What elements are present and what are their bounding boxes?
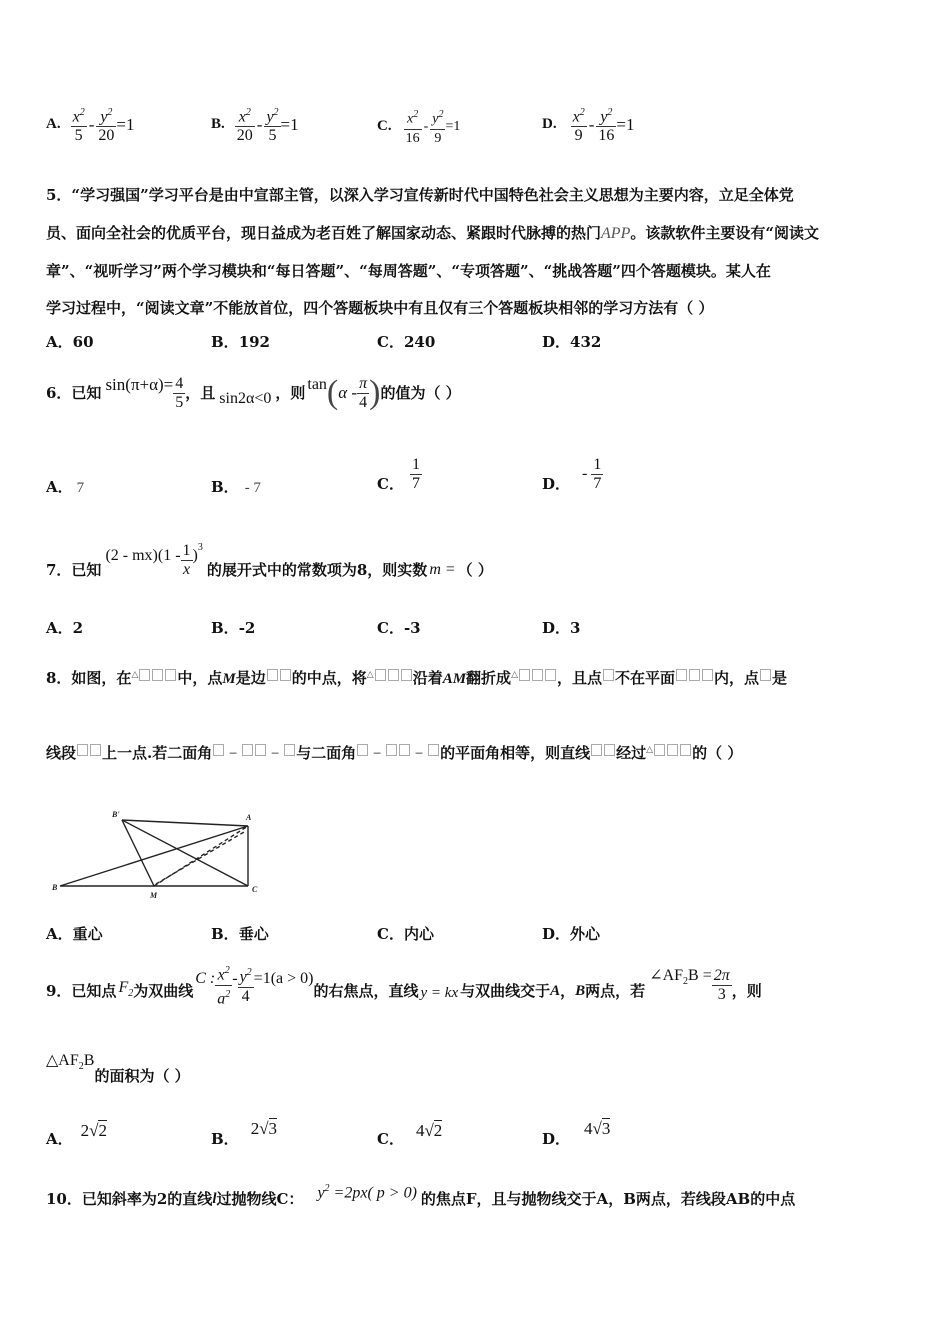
q4-options <box>0 98 950 158</box>
fraction: $\frac{1}{x}$ <box>182 541 191 578</box>
q9-option-d[interactable]: D． 4√3 <box>542 1119 611 1148</box>
fraction: $\frac{4}{5}$ <box>175 374 184 411</box>
label-b1: B' <box>112 810 120 819</box>
fraction: $\frac{y^2}{9}$ <box>432 109 444 146</box>
q9-stem: 9．已知点 $F_2$ 为双曲线 C : $\frac{x^2}{a^2}$ - $\frac{y^2}{4}$ =1(a > 0) 的右焦点，直线 y = kx 与双曲线交于 A ， B 两点，若 $\angle AF_2B$ = $\frac{2\pi}{3}$ ，则 <box>46 960 762 1010</box>
q5-option-d[interactable]: D．432 <box>542 333 602 351</box>
fraction: $\frac{y^2}{20}$ <box>98 107 115 145</box>
fraction: $\frac{y^2}{16}$ <box>598 107 615 145</box>
q4-option-a[interactable]: A. $\frac{x^2}{5}$ - $\frac{y^2}{20}$ =1 <box>46 104 134 145</box>
option-letter: B. <box>211 116 225 133</box>
q9-option-a[interactable]: A． 2√2 <box>46 1121 107 1148</box>
fraction: $\frac{2\pi}{3}$ <box>713 966 730 1003</box>
q6-option-d[interactable]: D． - $\frac{1}{7}$ <box>542 455 602 493</box>
fraction: $\frac{x^2}{9}$ <box>572 107 585 145</box>
fraction: $\frac{x^2}{20}$ <box>236 107 253 145</box>
q7-option-c[interactable]: C．-3 <box>377 619 421 637</box>
q8-option-d[interactable]: D．外心 <box>542 925 601 943</box>
edge-b-a <box>60 826 248 886</box>
option-letter: D. <box>542 116 557 133</box>
q8-line-1: 8．如图，在△ 中，点M是边 的中点，将△ 沿着AM翻折成△ ，且点 不在平面 内，点 是 <box>46 669 788 687</box>
q5-line-4: 学习过程中，“阅读文章”不能放首位，四个答题板块中有且仅有三个答题板块相邻的学习方法有（ ） <box>46 299 714 317</box>
q9-option-b[interactable]: B． 2√3 <box>211 1119 278 1148</box>
q8-option-b[interactable]: B．垂心 <box>211 925 269 943</box>
q6-option-a[interactable]: A． 7 <box>46 478 85 496</box>
option-letter: A. <box>46 116 61 133</box>
q8-option-c[interactable]: C．内心 <box>377 925 434 943</box>
q9-option-c[interactable]: C． 4√2 <box>377 1121 443 1148</box>
q6-stem: 6．已知 sin(π+α)= $\frac{4}{5}$ ，且 sin2α<0 ，则 tan ( α - $\frac{\pi}{4}$ ) 的值为（ ） <box>46 374 461 411</box>
q6-option-c[interactable]: C． $\frac{1}{7}$ <box>377 455 420 493</box>
fraction: $\frac{x^2}{a^2}$ <box>217 965 231 1007</box>
q8-figure <box>48 808 268 902</box>
q4-option-d[interactable]: D. $\frac{x^2}{9}$ - $\frac{y^2}{16}$ =1 <box>542 104 634 145</box>
q5-line-3: 章”、“视听学习”两个学习模块和“每日答题”、“每周答题”、“专项答题”、“挑战答题”四个答题模块。某人在 <box>46 262 771 280</box>
q7-option-b[interactable]: B．-2 <box>211 619 256 637</box>
fraction: $\frac{1}{7}$ <box>411 455 420 492</box>
q6-option-b[interactable]: B． - 7 <box>211 478 261 496</box>
edge-m-dash <box>156 832 244 884</box>
label-a: A <box>246 813 252 822</box>
fraction: $\frac{\pi}{4}$ <box>359 374 368 411</box>
q7-option-a[interactable]: A．2 <box>46 619 84 637</box>
q5-option-a[interactable]: A．60 <box>46 333 94 351</box>
q5-line-1: 5．“学习强国”学习平台是由中宣部主管，以深入学习宣传新时代中国特色社会主义思想为主要内容，立足全体党 <box>46 186 794 204</box>
q4-option-c[interactable]: C. $\frac{x^2}{16}$ - $\frac{y^2}{9}$ =1 <box>377 106 460 148</box>
q5-option-c[interactable]: C．240 <box>377 333 436 351</box>
label-m: M <box>150 891 158 900</box>
label-b: B <box>52 883 58 892</box>
q4-option-b[interactable]: B. $\frac{x^2}{20}$ - $\frac{y^2}{5}$ =1 <box>211 104 299 145</box>
q7-option-d[interactable]: D．3 <box>542 619 581 637</box>
fraction: $\frac{y^2}{4}$ <box>239 967 252 1005</box>
q9-stem-line-2: $\triangle AF_2B$ 的面积为（ ） <box>46 1052 190 1086</box>
edge-b1-a <box>122 820 248 826</box>
q8-option-a[interactable]: A．重心 <box>46 925 103 943</box>
q8-line-2: 线段 上一点.若二面角 − − 与二面角 − − 的平面角相等，则直线 经过△ 的（ ） <box>46 744 743 762</box>
fraction: $\frac{1}{7}$ <box>593 455 602 492</box>
q5-line-2: 员、面向全社会的优质平台，现日益成为老百姓了解国家动态、紧跟时代脉搏的热门APP。该款软件主要设有“阅读文 <box>46 224 819 242</box>
edge-m-a <box>154 826 248 886</box>
fraction: $\frac{x^2}{16}$ <box>405 109 420 146</box>
q10-stem: 10．已知斜率为2的直线 l 过抛物线C： $y^2 =2px$( p > 0) 的焦点F，且与抛物线交于A，B两点，若线段AB的中点 <box>46 1183 796 1209</box>
option-letter: C. <box>377 118 392 135</box>
edge-b1-c <box>122 820 248 886</box>
fraction: $\frac{y^2}{5}$ <box>266 107 279 145</box>
q7-stem: 7．已知 (2 - mx)(1 - $\frac{1}{x}$ ) 3 的展开式中的常数项为8，则实数 m = （ ） <box>46 541 493 579</box>
fraction: $\frac{x^2}{5}$ <box>72 107 85 145</box>
q5-option-b[interactable]: B．192 <box>211 333 270 351</box>
label-c: C <box>252 885 258 894</box>
edge-b1-m <box>122 820 154 886</box>
